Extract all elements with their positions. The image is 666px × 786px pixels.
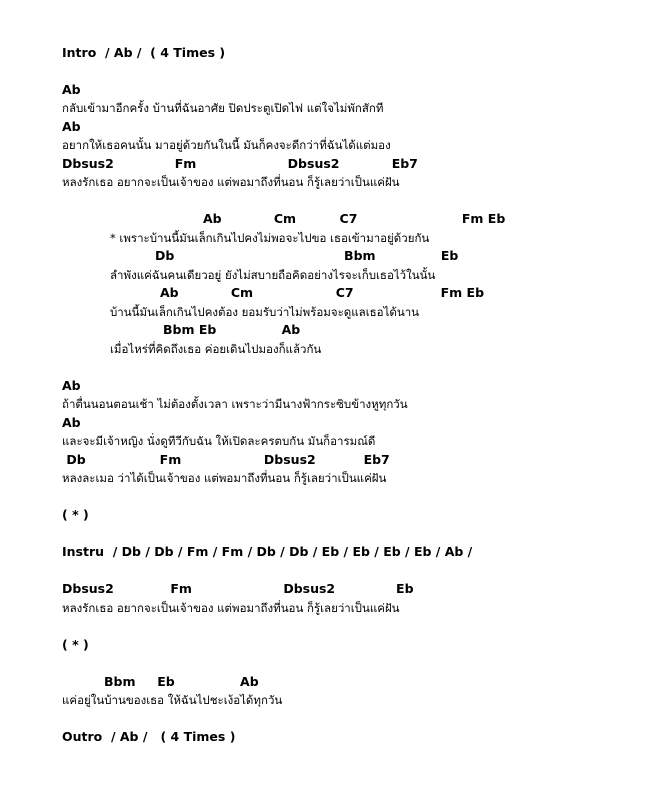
lyric-line: เมื่อไหร่ที่คิดถึงเธอ ค่อยเดินไปมองก็แล้วกัน	[110, 342, 322, 356]
chorus-repeat: ( * )	[62, 637, 89, 652]
chord-line: Ab	[62, 378, 81, 393]
chord-line: Dbsus2 Fm Dbsus2 Eb	[62, 581, 414, 596]
instrumental-line: Instru / Db / Db / Fm / Fm / Db / Db / Eb / Eb / Eb / Eb / Ab /	[62, 544, 473, 559]
chord-line: Dbsus2 Fm Dbsus2 Eb7	[62, 156, 418, 171]
lyric-line: กลับเข้ามาอีกครั้ง บ้านที่ฉันอาศัย ปิดประตูเปิดไฟ แต่ใจไม่พักสักที	[62, 101, 384, 115]
lyric-line: หลงละเมอ ว่าได้เป็นเจ้าของ แต่พอมาถึงที่นอน ก็รู้เลยว่าเป็นแค่ฝัน	[62, 471, 387, 485]
lyric-line: แค่อยู่ในบ้านของเธอ ให้ฉันไปชะเง้อได้ทุกวัน	[62, 693, 283, 707]
lyric-line: * เพราะบ้านนี้มันเล็กเกินไปคงไม่พอจะไปขอ เธอเข้ามาอยู่ด้วยกัน	[110, 231, 430, 245]
lyric-line: หลงรักเธอ อยากจะเป็นเจ้าของ แต่พอมาถึงที่นอน ก็รู้เลยว่าเป็นแค่ฝัน	[62, 175, 400, 189]
chorus-repeat: ( * )	[62, 507, 89, 522]
chord-line: Ab Cm C7 Fm Eb	[160, 285, 485, 300]
chord-line: Ab	[62, 82, 81, 97]
chord-line: Db Fm Dbsus2 Eb7	[62, 452, 390, 467]
lyric-line: บ้านนี้มันเล็กเกินไปคงต้อง ยอมรับว่าไม่พร้อมจะดูแลเธอได้นาน	[110, 305, 420, 319]
lyric-line: ลำพังแค่ฉันคนเดียวอยู่ ยังไม่สบายถือคิดอย่างไรจะเก็บเธอไว้ในนั้น	[110, 268, 436, 282]
outro-line: Outro / Ab / ( 4 Times )	[62, 729, 236, 744]
lyric-line: และจะมีเจ้าหญิง นั่งดูทีวีกับฉัน ให้เปิดละครตบกัน มันก็อารมณ์ดี	[62, 434, 376, 448]
chord-line: Bbm Eb Ab	[163, 322, 301, 337]
chord-line: Bbm Eb Ab	[104, 674, 259, 689]
chord-line: Db Bbm Eb	[155, 248, 459, 263]
intro-line: Intro / Ab / ( 4 Times )	[62, 45, 226, 60]
chord-line: Ab	[62, 119, 81, 134]
chord-line: Ab Cm C7 Fm Eb	[203, 211, 506, 226]
lyric-line: ถ้าตื่นนอนตอนเช้า ไม่ต้องตั้งเวลา เพราะว่ามีนางฟ้ากระซิบข้างหูทุกวัน	[62, 397, 408, 411]
lyric-line: หลงรักเธอ อยากจะเป็นเจ้าของ แต่พอมาถึงที่นอน ก็รู้เลยว่าเป็นแค่ฝัน	[62, 601, 400, 615]
lyric-line: อยากให้เธอคนนั้น มาอยู่ด้วยกันในนี้ มันก็คงจะดีกว่าที่ฉันได้แต่มอง	[62, 138, 391, 152]
chord-line: Ab	[62, 415, 81, 430]
